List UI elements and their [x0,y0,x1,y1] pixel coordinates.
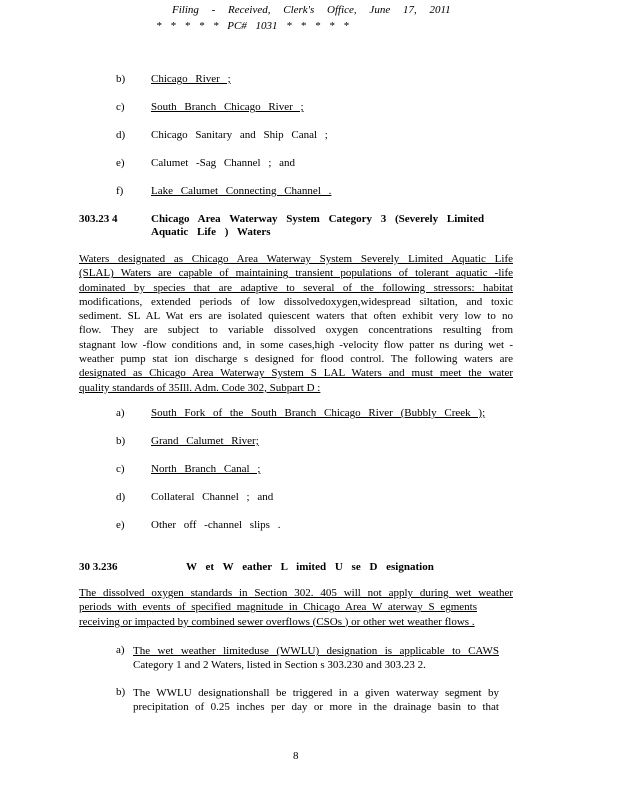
filing-header-line1: Filing - Received, Clerk's Office, June 17, 2011 [172,4,451,16]
paragraph-line: dominated by species that are adaptive to several of the following stressors: habitat [79,281,513,294]
list-item-text: Grand Calumet River; [151,435,259,447]
section-number: 30 3.236 [79,561,118,573]
subitem-label: b) [116,686,126,698]
subitem-line: precipitation of 0.25 inches per day or more in the drainage basin to that [133,701,499,713]
paragraph-line: designated as Chicago Area Waterway System S LAL Waters and must meet the water [79,367,513,380]
list-item-label: c) [116,101,125,113]
section-title [151,213,484,239]
paragraph-line: sediment. SL AL Wat ers are isolated quiescent waters that often exhibit very low to no [79,310,513,323]
subitem-line: The wet weather limiteduse (WWLU) designation is applicable to CAWS [133,645,499,657]
section-title-line: Chicago Area Waterway System Category 3 (Severely Limited [151,213,485,225]
list-item-text: Other off -channel slips . [151,519,281,531]
section-paragraph [79,252,513,395]
paragraph-line: stagnant low -flow conditions and, in some cases,high -velocity flow patter ns during wet - [79,338,513,351]
list-item-label: e) [116,157,125,169]
list-item-text: Chicago Sanitary and Ship Canal ; [151,129,328,141]
subitem-text [133,644,499,672]
list-item-text: South Fork of the South Branch Chicago River (Bubbly Creek ); [151,407,486,419]
subitem-text [133,686,499,714]
list-item-label: b) [116,73,126,85]
list-item-label: b) [116,435,126,447]
list-item-label: d) [116,491,126,503]
paragraph-line: The dissolved oxygen standards in Section 302. 405 will not apply during wet weather [79,587,513,599]
list-item-text: Calumet -Sag Channel ; and [151,157,296,169]
paragraph-line: periods with events of specified magnitude in Chicago Area W aterway S egments [79,601,477,614]
paragraph-line: flow. They are subject to variable dissolved oxygen concentrations resulting from [79,324,513,337]
paragraph-line: quality standards of 35Ill. Adm. Code 302, Subpart D : [79,381,321,394]
subitem-line: Category 1 and 2 Waters, listed in Section s 303.230 and 303.23 2. [133,659,426,671]
list-item-text: Collateral Channel ; and [151,491,274,503]
list-item-text: South Branch Chicago River ; [151,101,304,113]
list-item-label: c) [116,463,125,475]
list-item-label: a) [116,407,125,419]
list-item-label: d) [116,129,126,141]
subitem-line: The WWLU designationshall be triggered in a given waterway segment by [133,687,499,699]
paragraph-line: modifications, extended periods of low dissolvedoxygen,widespread siltation, and toxic [79,295,513,308]
paragraph-line: (SLAL) Waters are capable of maintaining transient populations of tolerant aquatic -life [79,267,513,280]
list-item-text: Chicago River ; [151,73,231,85]
section-title-line: Aquatic Life ) Waters [151,226,271,238]
filing-header-line2: * * * * * PC# 1031 * * * * * [156,20,349,32]
section-title: W et W eather L imited U se D esignation [186,561,434,573]
paragraph-line: weather pump stat ion discharge s designed for flood control. The following waters are [79,353,513,366]
paragraph-line: receiving or impacted by combined sewer overflows (CSOs ) or other wet weather flows . [79,615,475,628]
page-number: 8 [293,750,299,762]
section-paragraph [79,586,513,629]
list-item-label: e) [116,519,125,531]
list-item-label: f) [116,185,124,197]
section-number: 303.23 4 [79,213,118,225]
subitem-label: a) [116,644,125,656]
paragraph-line: Waters designated as Chicago Area Waterway System Severely Limited Aquatic Life [79,253,513,265]
list-item-text: Lake Calumet Connecting Channel . [151,185,332,197]
list-item-text: North Branch Canal ; [151,463,261,475]
